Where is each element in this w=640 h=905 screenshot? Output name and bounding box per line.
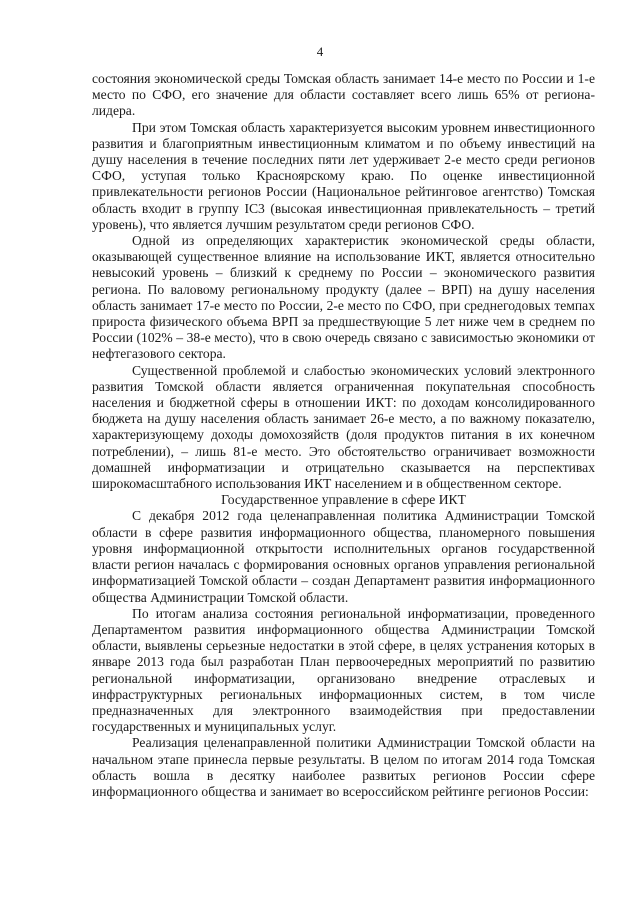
paragraph-purchasing-power: Существенной проблемой и слабостью экономических условий электронного развития Томской области является ограниченная покупательная способность населения и бюджетной сферы в отношении ИКТ: по доходам консолидированного бюджета на душу населения область занимает 26-е место, а по важному показателю, характеризующему доходы домохозяйств (доля продуктов питания в их конечном потреблении), – лишь 81-е место. Это обстоятельство ограничивает возможности домашней информатизации и отрицательно сказывается на перспективах широкомасштабного использования ИКТ населением и в общественном секторе. xyxy=(92,362,595,492)
document-body xyxy=(92,71,595,800)
page-number: 4 xyxy=(316,44,324,59)
paragraph-investment-climate: При этом Томская область характеризуется высоким уровнем инвестиционного развития и благоприятным инвестиционным климатом и по объему инвестиций на душу населения в течение последних пяти лет удерживает 2-е место среди регионов СФО, уступая только Красноярскому краю. По оценке инвестиционной привлекательности регионов России (Национальное рейтинговое агентство) Томская область входит в группу IC3 (высокая инвестиционная привлекательность – третий уровень), что является лучшим результатом среди регионов СФО. xyxy=(92,119,595,232)
paragraph-policy-results: Реализация целенаправленной политики Администрации Томской области на начальном этапе принесла первые результаты. В целом по итогам 2014 года Томская область вошла в десятку наиболее развитых регионов России сфере информационного общества и занимает во всероссийском рейтинге регионов России: xyxy=(92,735,595,799)
paragraph-policy-since-2012: С декабря 2012 года целенаправленная политика Администрации Томской области в сфере развития информационного общества, планомерного повышения уровня информационной открытости исполнительных органов государственной власти регион началась с формирования основных органов управления региональной информатизацией Томской области – создан Департамент развития информационного общества Администрации Томской области. xyxy=(92,508,595,605)
paragraph-economic-development: Одной из определяющих характеристик экономической среды области, оказывающей существенное влияние на использование ИКТ, является относительно невысокий уровень – близкий к среднему по России – экономического развития региона. По валовому региональному продукту (далее – ВРП) на душу населения область занимает 17-е место по России, 2-е место по СФО, при среднегодовых темпах прироста физического объема ВРП за предшествующие 5 лет ниже чем в среднем по России (102% – 38-е место), что в свою очередь связано с зависимостью экономики от нефтегазового сектора. xyxy=(92,233,595,362)
paragraph-continued: состояния экономической среды Томская область занимает 14-е место по России и 1-е место по СФО, его значение для области составляет всего лишь 65% от региона-лидера. xyxy=(92,71,595,119)
section-heading: Государственное управление в сфере ИКТ xyxy=(221,492,466,508)
paragraph-analysis-results: По итогам анализа состояния региональной информатизации, проведенного Департаментом развития информационного общества Администрации Томской области, выявлены серьезные недостатки в этой сфере, в целях устранения которых в январе 2013 года был разработан План первоочередных мероприятий по развитию региональной информатизации, организовано внедрение отраслевых и инфраструктурных региональных информационных систем, в том числе предназначенных для электронного взаимодействия при предоставлении государственных и муниципальных услуг. xyxy=(92,605,595,735)
